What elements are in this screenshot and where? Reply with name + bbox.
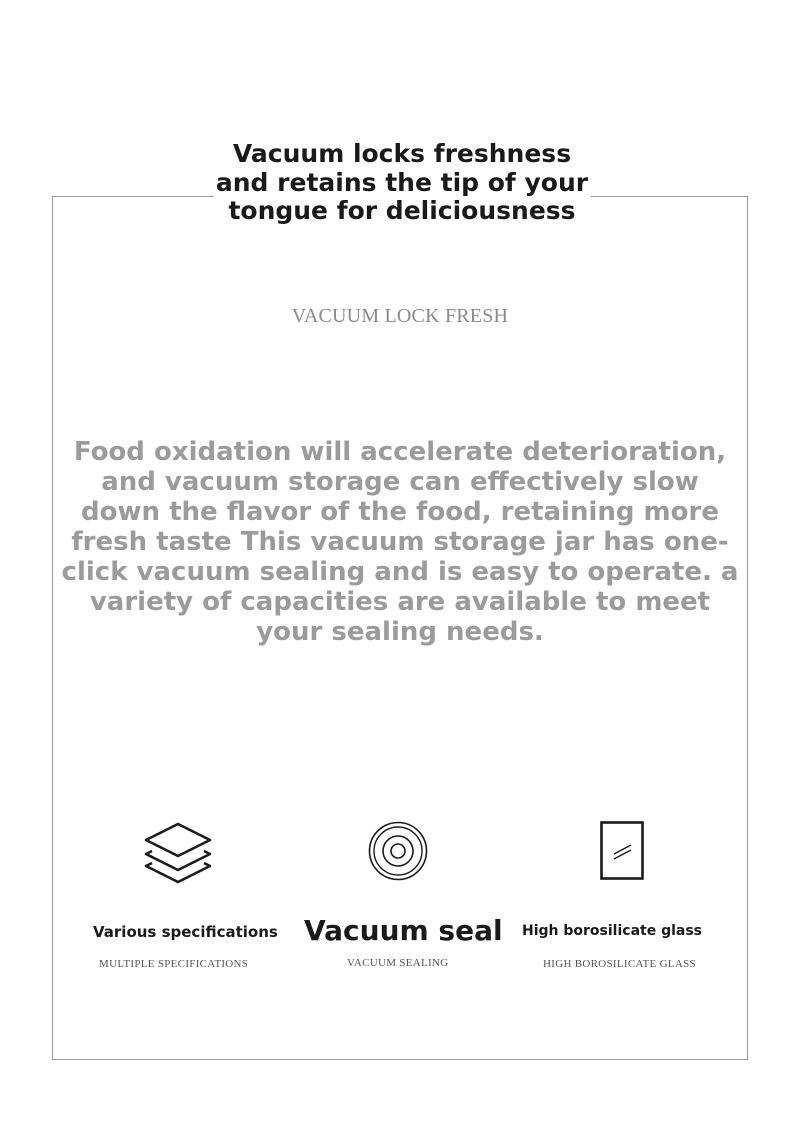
feature-sublabel: VACUUM SEALING	[347, 957, 449, 969]
layers-icon	[142, 822, 214, 884]
feature-label: Various specifications	[93, 923, 278, 941]
feature-label: Vacuum seal	[304, 914, 503, 947]
page-title: Vacuum locks freshness and retains the tip of your tongue for deliciousness	[215, 139, 589, 225]
feature-sublabel: HIGH BOROSILICATE GLASS	[543, 958, 696, 970]
feature-sublabel: MULTIPLE SPECIFICATIONS	[99, 958, 249, 970]
page-subtitle: VACUUM LOCK FRESH	[291, 305, 509, 327]
product-description: Food oxidation will accelerate deterioration, and vacuum storage can effectively slow down the flavor of the food, retaining more fresh taste This vacuum storage jar has one-click vacuum sealing and is easy to operate. a variety of capacities are available to meet your sealing needs.	[61, 437, 739, 647]
concentric-circles-icon	[368, 821, 428, 881]
glass-pane-icon	[600, 821, 644, 881]
feature-label: High borosilicate glass	[522, 923, 703, 939]
